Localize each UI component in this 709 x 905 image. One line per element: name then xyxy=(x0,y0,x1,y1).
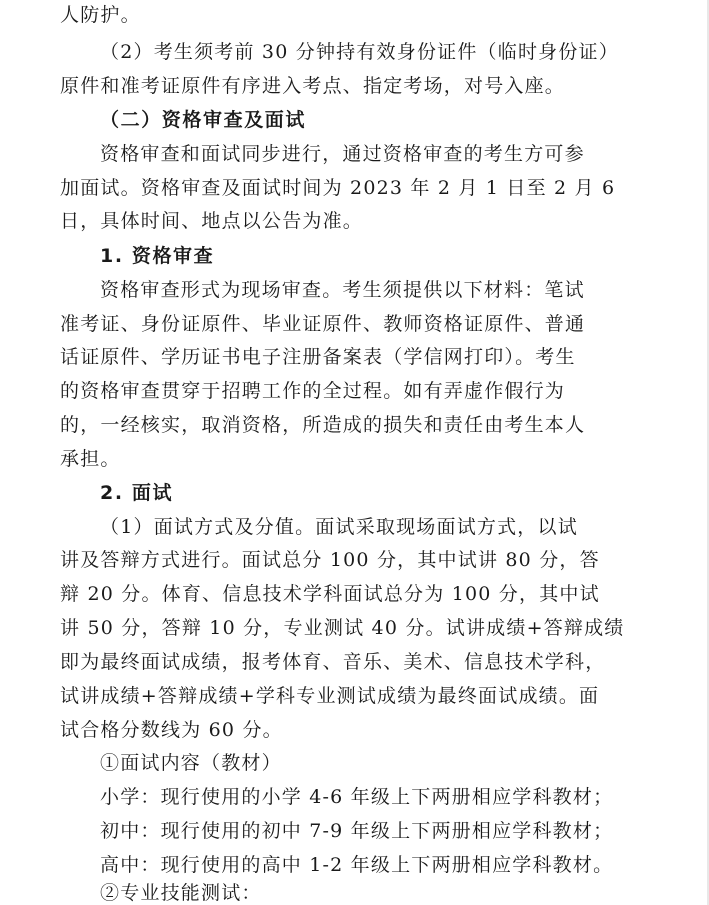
paragraph-line: 即为最终面试成绩，报考体育、音乐、美术、信息技术学科， xyxy=(60,651,606,673)
paragraph-line: 日，具体时间、地点以公告为准。 xyxy=(60,210,364,232)
list-item: ①面试内容（教材） xyxy=(100,752,282,774)
paragraph-line: 加面试。资格审查及面试时间为 2023 年 2 月 1 日至 2 月 6 xyxy=(60,177,616,199)
paragraph-line: （2）考生须考前 30 分钟持有效身份证件（临时身份证） xyxy=(100,41,619,63)
list-item: ②专业技能测试： xyxy=(100,882,262,904)
paragraph-line: 资格审查和面试同步进行，通过资格审查的考生方可参 xyxy=(100,143,585,165)
paragraph-line: 原件和准考证原件有序进入考点、指定考场，对号入座。 xyxy=(60,75,566,97)
paragraph-line: 辩 20 分。体育、信息技术学科面试总分为 100 分，其中试 xyxy=(60,583,600,605)
paragraph-line: 的资格审查贯穿于招聘工作的全过程。如有弄虚作假行为 xyxy=(60,380,566,402)
paragraph-line: 试合格分数线为 60 分。 xyxy=(60,719,283,741)
paragraph-line: 准考证、身份证原件、毕业证原件、教师资格证原件、普通 xyxy=(60,313,586,335)
subsection-heading: 1. 资格审查 xyxy=(100,245,215,267)
section-heading: （二）资格审查及面试 xyxy=(100,109,307,131)
subsection-heading: 2. 面试 xyxy=(100,482,174,504)
list-item: 初中：现行使用的初中 7-9 年级上下两册相应学科教材； xyxy=(100,820,614,842)
paragraph-line: 人防护。 xyxy=(60,4,141,26)
paragraph-line: 讲及答辩方式进行。面试总分 100 分，其中试讲 80 分，答 xyxy=(60,549,600,571)
paragraph-line: （1）面试方式及分值。面试采取现场面试方式，以试 xyxy=(100,516,578,538)
paragraph-line: 试讲成绩+答辩成绩+学科专业测试成绩为最终面试成绩。面 xyxy=(60,685,600,707)
paragraph-line: 话证原件、学历证书电子注册备案表（学信网打印）。考生 xyxy=(60,346,576,368)
paragraph-line: 的，一经核实，取消资格，所造成的损失和责任由考生本人 xyxy=(60,414,586,436)
paragraph-line: 讲 50 分，答辩 10 分，专业测试 40 分。试讲成绩+答辩成绩 xyxy=(60,617,625,639)
list-item: 小学：现行使用的小学 4-6 年级上下两册相应学科教材； xyxy=(100,786,614,808)
paragraph-line: 资格审查形式为现场审查。考生须提供以下材料：笔试 xyxy=(100,279,585,301)
list-item: 高中：现行使用的高中 1-2 年级上下两册相应学科教材。 xyxy=(100,854,614,876)
paragraph-line: 承担。 xyxy=(60,448,121,470)
